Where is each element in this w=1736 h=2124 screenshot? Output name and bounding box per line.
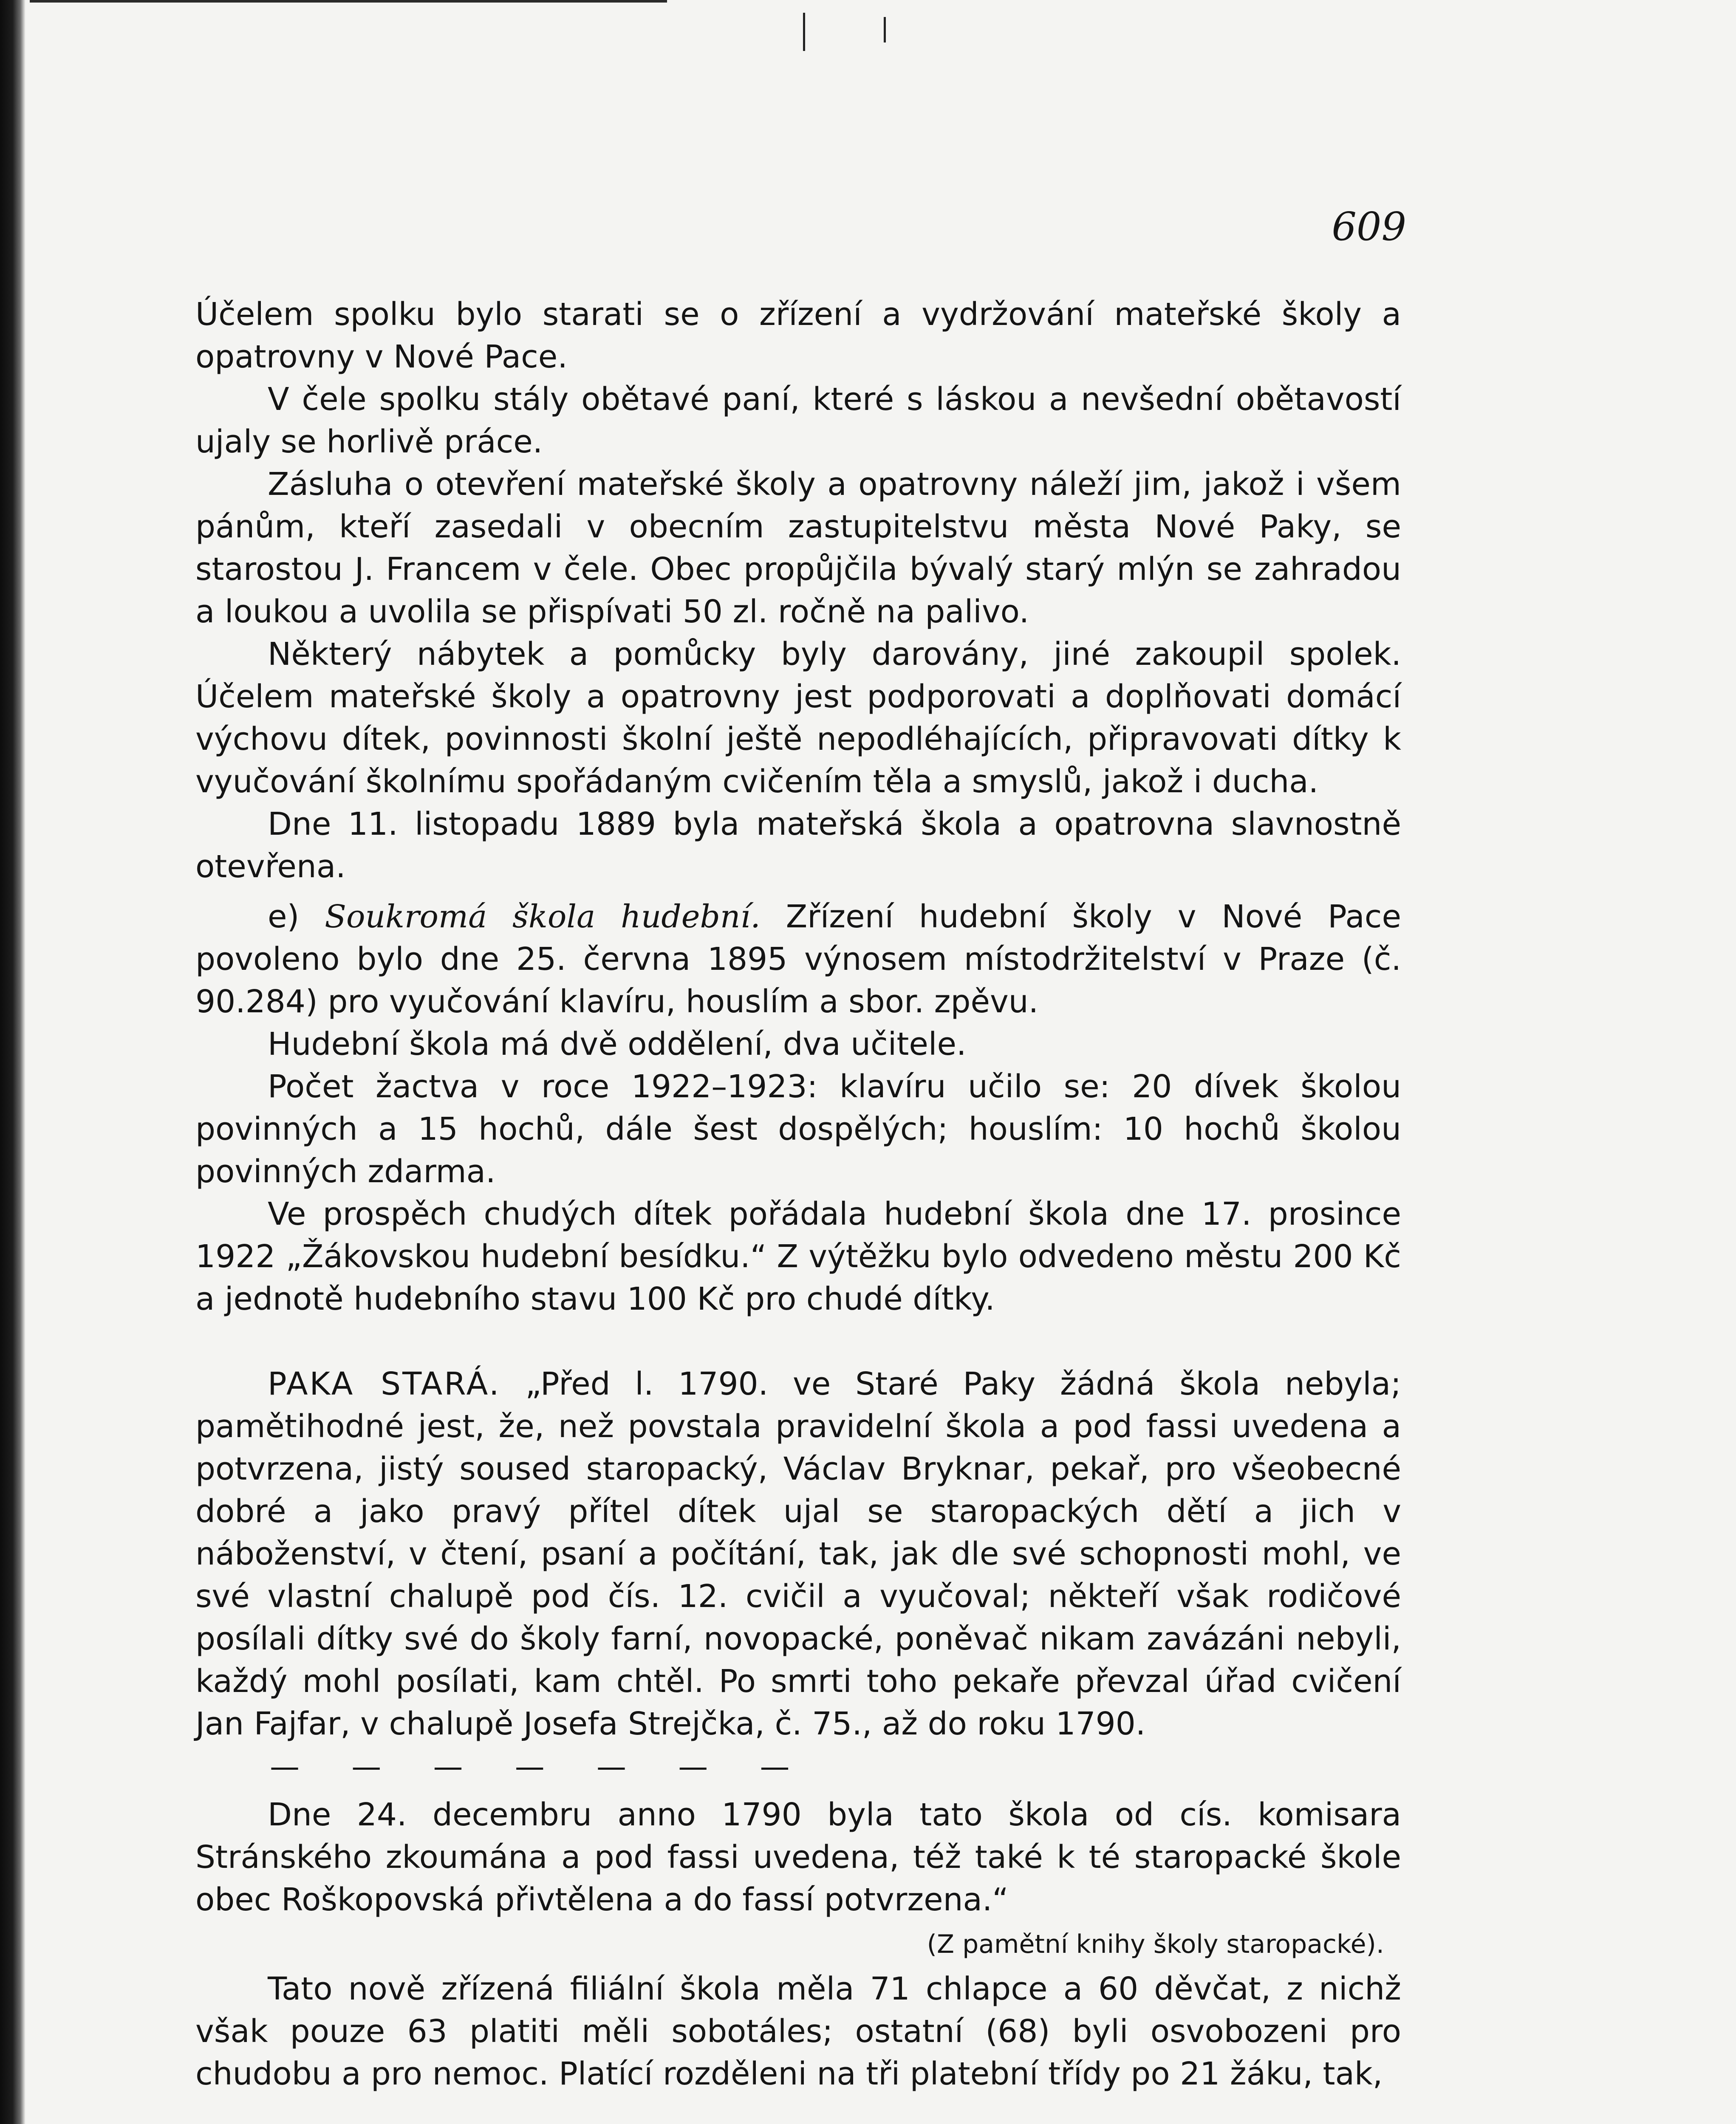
scan-top-edge: [30, 0, 667, 3]
source-citation: (Z pamětní knihy školy staropacké).: [927, 1929, 1384, 1959]
paka-stara-paragraph: [195, 1363, 1401, 1745]
music-school-paragraph: [195, 895, 1401, 1023]
paragraph: Tato nově zřízená filiální škola měla 71 chlapce a 60 děvčat, z nichž však pouze 63 platiti měli sobotáles; ostatní (68) byli osvobozeni pro chudobu a pro nemoc. Platící rozděleni na tři platební třídy po 21 žáku, tak,: [195, 1971, 1401, 2092]
page-number: 609: [1332, 204, 1406, 249]
paragraph: Některý nábytek a pomůcky byly darovány, jiné zakoupil spolek. Účelem mateřské školy a opatrovny jest podporovati a doplňovati domácí výchovu dítek, povinnosti školní ještě nepodléhajících, připravovati dítky k vyučování školnímu spořádaným cvičením těla a smyslů, jakož i ducha.: [195, 636, 1401, 800]
scan-mark: [884, 17, 886, 42]
paragraph: Počet žactva v roce 1922–1923: klavíru učilo se: 20 dívek školou povinných a 15 hochů, dále šest dospělých; houslím: 10 hochů školou povinných zdarma.: [195, 1068, 1401, 1190]
scan-left-edge: [0, 0, 25, 2124]
paragraph: Účelem spolku bylo starati se o zřízení a vydržování mateřské školy a opatrovny v Nové Pace.: [195, 296, 1401, 375]
section-heading: PAKA STARÁ.: [268, 1366, 501, 1402]
paragraph: Hudební škola má dvě oddělení, dva učitele.: [268, 1026, 967, 1062]
paragraph: Ve prospěch chudých dítek pořádala hudební škola dne 17. prosince 1922 „Žákovskou hudební besídku.“ Z výtěžku bylo odvedeno městu 200 Kč a jednotě hudebního stavu 100 Kč pro chudé dítky.: [195, 1196, 1401, 1317]
section-label: e): [268, 898, 300, 935]
section-title: Soukromá škola hudební.: [325, 898, 761, 935]
paragraph: Zásluha o otevření mateřské školy a opatrovny náleží jim, jakož i všem pánům, kteří zasedali v obecním zastupitelstvu města Nové Paky, se starostou J. Francem v čele. Obec propůjčila bývalý starý mlýn se zahradou a loukou a uvolila se přispívati 50 zl. ročně na palivo.: [195, 466, 1401, 630]
section-text: Zřízení hudební školy v Nové Pace povoleno bylo dne 25. června 1895 výnosem místodržitelství v Praze (č. 90.284) pro vyučování klavíru, houslím a sbor. zpěvu.: [195, 898, 1401, 1020]
page-body: [195, 293, 1401, 2095]
paragraph: Dne 24. decembru anno 1790 byla tato škola od cís. komisara Stránského zkoumána a pod fassi uvedena, též také k té staropacké škole obec Roškopovská přivtělena a do fassí potvrzena.“: [195, 1796, 1401, 1918]
dash-separator: — — — — — — —: [270, 1749, 811, 1784]
section-text: „Před l. 1790. ve Staré Paky žádná škola nebyla; pamětihodné jest, že, než povstala pravidelní škola a pod fassi uvedena a potvrzena, jistý soused staropacký, Václav Bryknar, pekař, pro všeobecné dobré a jako pravý přítel dítek ujal se staropackých dětí a jich v náboženství, v čtení, psaní a počítání, tak, jak dle své schopnosti mohl, ve své vlastní chalupě pod čís. 12. cvičil a vyučoval; někteří však rodičové posílali dítky své do školy farní, novopacké, poněvač nikam zavázáni nebyli, každý mohl posílati, kam chtěl. Po smrti toho pekaře převzal úřad cvičení Jan Fajfar, v chalupě Josefa Strejčka, č. 75., až do roku 1790.: [195, 1366, 1401, 1742]
scan-mark: [803, 13, 805, 51]
paragraph: V čele spolku stály obětavé paní, které s láskou a nevšední obětavostí ujaly se horlivě práce.: [195, 381, 1401, 460]
paragraph: Dne 11. listopadu 1889 byla mateřská škola a opatrovna slavnostně otevřena.: [195, 806, 1401, 885]
